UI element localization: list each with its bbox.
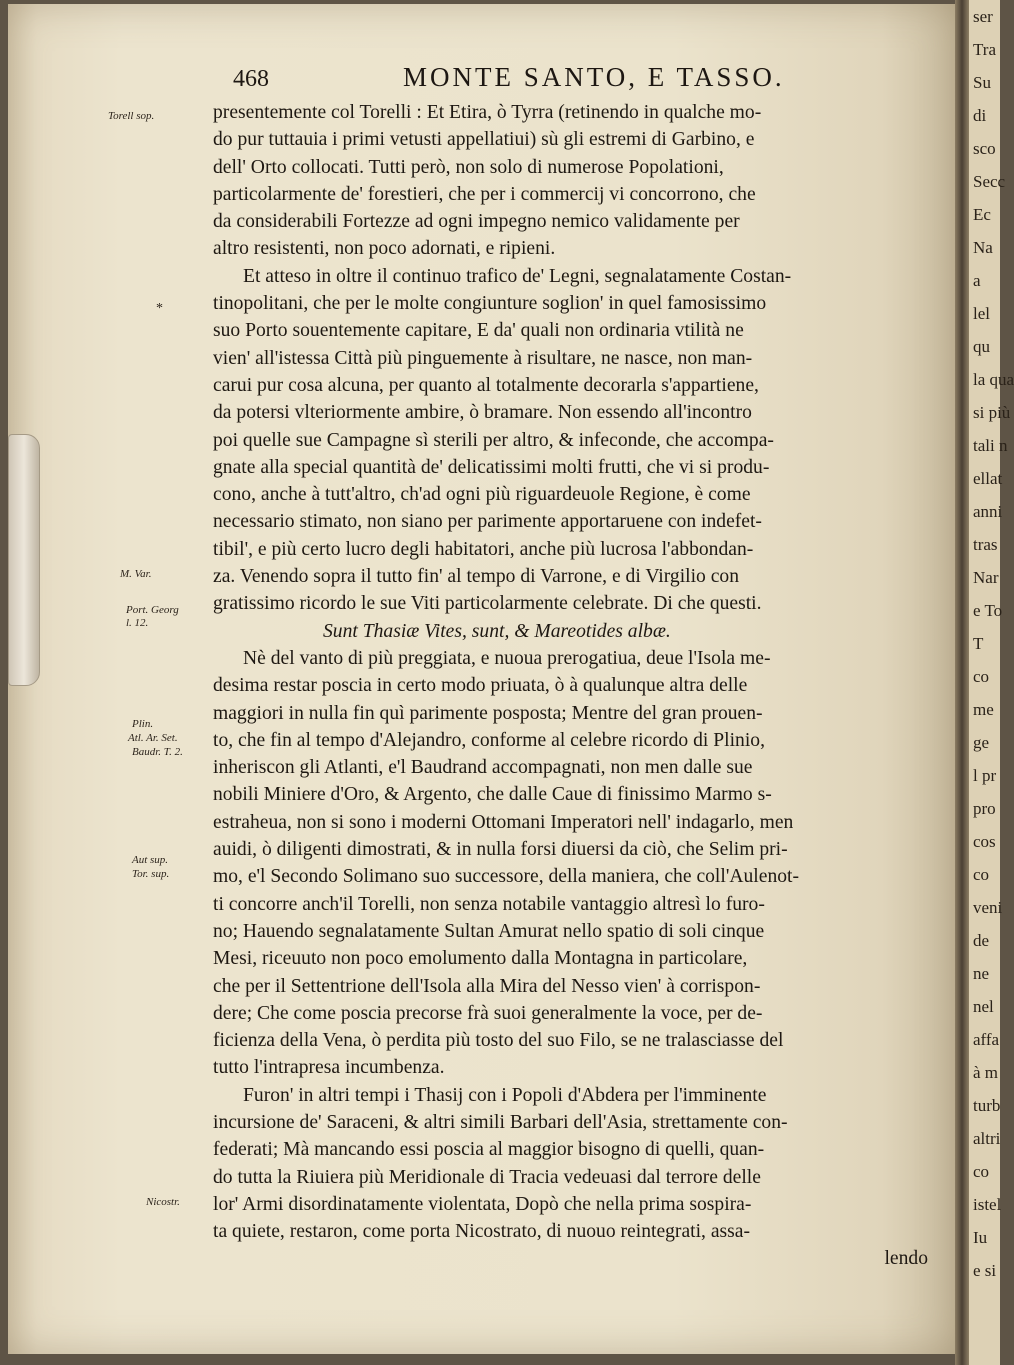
facing-fragment: à m — [973, 1063, 999, 1082]
text-line: nobili Miniere d'Oro, & Argento, che dalle Caue di finissimo Marmo s- — [213, 784, 772, 806]
book-gutter — [955, 0, 969, 1365]
text-line: ta quiete, restaron, come porta Nicostrato, di nuouo reintegrati, assa- — [213, 1221, 751, 1243]
text-line: carui pur cosa alcuna, per quanto al totalmente decorarla s'appartiene, — [213, 374, 759, 396]
facing-fragment: tras — [973, 535, 998, 554]
page-clip — [8, 434, 40, 686]
text-line: tinopolitani, che per le molte congiunture soglion' in quel famosissimo — [213, 293, 767, 315]
text-line: mo, e'l Secondo Solimano suo successore, della maniera, che coll'Aulenot- — [213, 866, 800, 888]
text-line: za. Venendo sopra il tutto fin' al tempo di Varrone, e di Virgilio con — [213, 566, 740, 588]
text-line: suo Porto souentemente capitare, E da' quali non ordinaria vtilità ne — [213, 320, 744, 342]
margin-note: * — [156, 301, 163, 316]
text-line: Et atteso in oltre il continuo trafico de' Legni, segnalatamente Costan- — [243, 265, 792, 287]
facing-fragment: me — [973, 700, 994, 719]
margin-note: Atl. Ar. Set. — [128, 732, 178, 744]
facing-fragment: di — [973, 106, 987, 125]
facing-page-edge — [969, 0, 1014, 1365]
facing-fragment: co — [973, 1162, 990, 1181]
text-line: particolarmente de' forestieri, che per i commercij vi concorrono, che — [213, 183, 756, 205]
text-line: estraheua, non si sono i moderni Ottomani Imperatori nell' indagarlo, men — [213, 811, 794, 833]
text-line: Furon' in altri tempi i Thasij con i Popoli d'Abdera per l'imminente — [243, 1084, 767, 1106]
text-line: Nè del vanto di più preggiata, e nuoua prerogatiua, deue l'Isola me- — [243, 647, 771, 669]
text-line: dere; Che come poscia precorse frà suoi generalmente la voce, per de- — [213, 1002, 763, 1024]
text-line: ti concorre anch'il Torelli, non senza notabile vantaggio altresì lo furo- — [213, 893, 765, 915]
text-line: ficienza della Vena, ò perdita più tosto del suo Filo, se ne tralasciasse del — [213, 1030, 784, 1052]
body-text — [213, 99, 958, 1273]
facing-fragment: Iu — [973, 1228, 988, 1247]
facing-fragment: Nar — [973, 568, 999, 587]
facing-fragment: ser — [973, 7, 993, 26]
margin-note: Tor. sup. — [132, 868, 170, 880]
text-line: Mesi, riceuuto non poco emolumento dalla Montagna in particolare, — [213, 948, 748, 970]
verse-quote: Sunt Thasiæ Vites, sunt, & Mareotides albæ. — [323, 620, 671, 642]
facing-fragment: T — [973, 634, 984, 653]
text-line: incursione de' Saraceni, & altri simili Barbari dell'Asia, strettamente con- — [213, 1111, 788, 1133]
text-line: tutto l'intrapresa incumbenza. — [213, 1057, 445, 1079]
facing-fragment: Ec — [973, 205, 991, 224]
facing-fragment: cos — [973, 832, 996, 851]
margin-note: Plin. — [132, 718, 154, 730]
text-line: to, che fin al tempo d'Alejandro, conforme al celebre ricordo di Plinio, — [213, 729, 765, 751]
running-head: MONTE SANTO, E TASSO. — [403, 62, 785, 92]
facing-fragment: anni — [973, 502, 1003, 521]
margin-note: Baudr. T. 2. — [132, 746, 183, 758]
text-line: poi quelle sue Campagne sì sterili per altro, & infeconde, che accompa- — [213, 429, 774, 451]
facing-fragment: Secc — [973, 172, 1006, 191]
facing-fragment: de — [973, 931, 990, 950]
margin-note: Port. Georg l. 12. — [126, 604, 179, 629]
facing-fragment: co — [973, 667, 990, 686]
text-line: desima restar poscia in certo modo priuata, ò à qualunque altra delle — [213, 675, 748, 697]
facing-fragment: Tra — [973, 40, 996, 59]
facing-fragment: si più — [973, 403, 1011, 422]
catchword: lendo — [884, 1248, 928, 1270]
text-line: dell' Orto collocati. Tutti però, non solo di numerose Popolationi, — [213, 156, 724, 178]
facing-fragment: Na — [973, 238, 993, 257]
text-line: maggiori in nulla fin quì parimente posposta; Mentre del gran prouen- — [213, 702, 763, 724]
facing-fragment: nel — [973, 997, 994, 1016]
facing-fragment: co — [973, 865, 990, 884]
text-line: do tutta la Riuiera più Meridionale di Tracia vedeuasi dal terrore delle — [213, 1166, 761, 1188]
text-line: tibil', e più certo lucro degli habitatori, anche più lucrosa l'abbondan- — [213, 538, 754, 560]
text-line: vien' all'istessa Città più pinguemente à risultare, ne nasce, non man- — [213, 347, 753, 369]
text-line: cono, anche à tutt'altro, ch'ad ogni più riguardeuole Regione, è come — [213, 484, 751, 506]
facing-fragment: turb — [973, 1096, 1001, 1115]
text-line: gnate alla special quantità de' delicatissimi molti frutti, che vi si produ- — [213, 456, 770, 478]
margin-note: Aut sup. — [132, 854, 169, 866]
left-page — [8, 4, 958, 1354]
text-line: do pur tuttauia i primi vetusti appellatiui) sù gli estremi di Garbino, e — [213, 129, 755, 151]
facing-fragment: e si — [973, 1261, 997, 1280]
facing-fragment: pro — [973, 799, 996, 818]
text-line: altro resistenti, non poco adornati, e ripieni. — [213, 238, 556, 260]
text-line: lor' Armi disordinatamente violentata, Dopò che nella prima sospira- — [213, 1193, 752, 1215]
facing-fragment: veni — [973, 898, 1003, 917]
facing-fragment: affa — [973, 1030, 1000, 1049]
margin-note: Torell sop. — [108, 110, 155, 122]
facing-fragment: e To — [973, 601, 1003, 620]
facing-fragment: ge — [973, 733, 990, 752]
facing-fragment: tali n — [973, 436, 1008, 455]
text-line: necessario stimato, non siano per parimente apportaruene con indefet- — [213, 511, 762, 533]
page-number: 468 — [233, 66, 269, 92]
facing-fragment: l pr — [973, 766, 997, 785]
text-line: no; Hauendo segnalatamente Sultan Amurat nello spatio di soli cinque — [213, 920, 765, 942]
facing-fragment: ne — [973, 964, 990, 983]
facing-fragment: sco — [973, 139, 996, 158]
text-line: auidi, ò diligenti dimostrati, & in nulla forsi diuersi da ciò, che Selim pri- — [213, 839, 788, 861]
page-header — [233, 62, 953, 102]
facing-fragment: istel — [973, 1195, 1002, 1214]
text-line: da considerabili Fortezze ad ogni impegno nemico validamente per — [213, 211, 740, 233]
text-line: da potersi vlteriormente ambire, ò bramare. Non essendo all'incontro — [213, 402, 752, 424]
text-line: presentemente col Torelli : Et Etira, ò Tyrra (retinendo in qualche mo- — [213, 102, 762, 123]
text-line: inheriscon gli Atlanti, e'l Baudrand accompagnati, non men dalle sue — [213, 757, 753, 779]
margin-note: Nicostr. — [146, 1196, 180, 1208]
facing-fragment: ellat — [973, 469, 1003, 488]
margin-note: M. Var. — [120, 568, 152, 580]
text-line: che per il Settentrione dell'Isola alla Mira del Nesso vien' à corrispon- — [213, 975, 761, 997]
text-line: gratissimo ricordo le sue Viti particolarmente celebrate. Di che questi. — [213, 593, 762, 615]
facing-fragment: lel — [973, 304, 990, 323]
facing-fragment: la qua — [973, 370, 1014, 389]
facing-fragment: Su — [973, 73, 991, 92]
facing-fragment: a — [973, 271, 981, 290]
text-line: federati; Mà mancando essi poscia al maggior bisogno di quelli, quan- — [213, 1139, 765, 1161]
facing-fragment: altri — [973, 1129, 1001, 1148]
facing-fragment: qu — [973, 337, 990, 356]
